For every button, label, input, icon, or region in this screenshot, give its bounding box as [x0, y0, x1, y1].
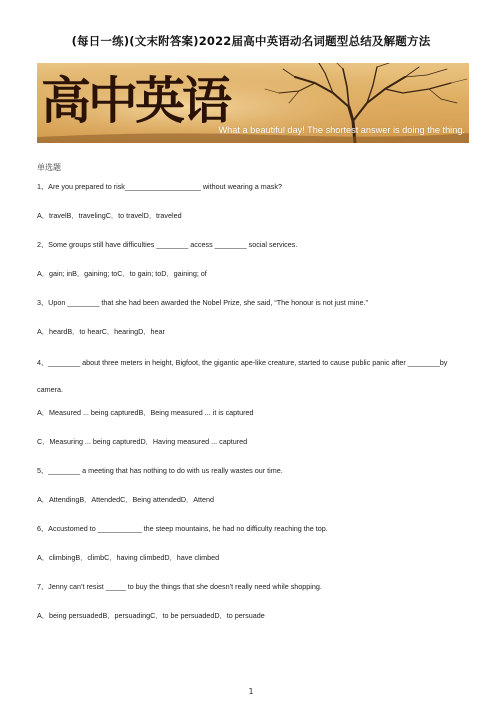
question-stem: 2、Some groups still have difficulties ________ access ________ social services.	[37, 240, 298, 249]
question-options: A．travelB．travelingC．to travelD．traveled	[37, 211, 182, 220]
section-heading: 单选题	[37, 163, 61, 172]
question-stem: 5、________ a meeting that has nothing to do with us really wastes our time.	[37, 466, 283, 475]
header-banner	[37, 63, 469, 143]
question-stem: 6、Accustomed to ___________ the steep mountains, he had no difficulty reaching the top.	[37, 524, 328, 533]
question-options: A．being persuadedB．persuadingC．to be persuadedD．to persuade	[37, 611, 265, 620]
question-options: A．Measured ... being capturedB．Being measured ... it is captured	[37, 408, 254, 417]
question-options: A．heardB．to hearC．hearingD．hear	[37, 327, 165, 336]
banner-title-cn: 高中英语	[41, 72, 229, 130]
question-options: A．AttendingB．AttendedC．Being attendedD．Attend	[37, 495, 215, 504]
question-options: A．climbingB．climbC．having climbedD．have climbed	[37, 553, 220, 562]
question-stem: 4、________ about three meters in height, Bigfoot, the gigantic ape-like creature, started to cause public panic after ________by camera.	[37, 358, 448, 394]
document-title: (每日一练)(文末附答案)2022届高中英语动名词题型总结及解题方法	[71, 34, 431, 48]
question-options: A．gain; inB．gaining; toC．to gain; toD．gaining; of	[37, 269, 207, 278]
banner-slogan: What a beautiful day! The shortest answer is doing the thing.	[218, 125, 465, 135]
question-stem: 3、Upon ________ that she had been awarded the Nobel Prize, she said, “The honour is not just mine.”	[37, 298, 368, 307]
page-number: 1	[248, 687, 254, 696]
question-options: C．Measuring ... being capturedD．Having measured ... captured	[37, 437, 248, 446]
question-stem: 1、Are you prepared to risk___________________ without wearing a mask?	[37, 182, 282, 191]
question-stem: 7、Jenny can’t resist _____ to buy the things that she doesn’t really need while shopping.	[37, 582, 322, 591]
